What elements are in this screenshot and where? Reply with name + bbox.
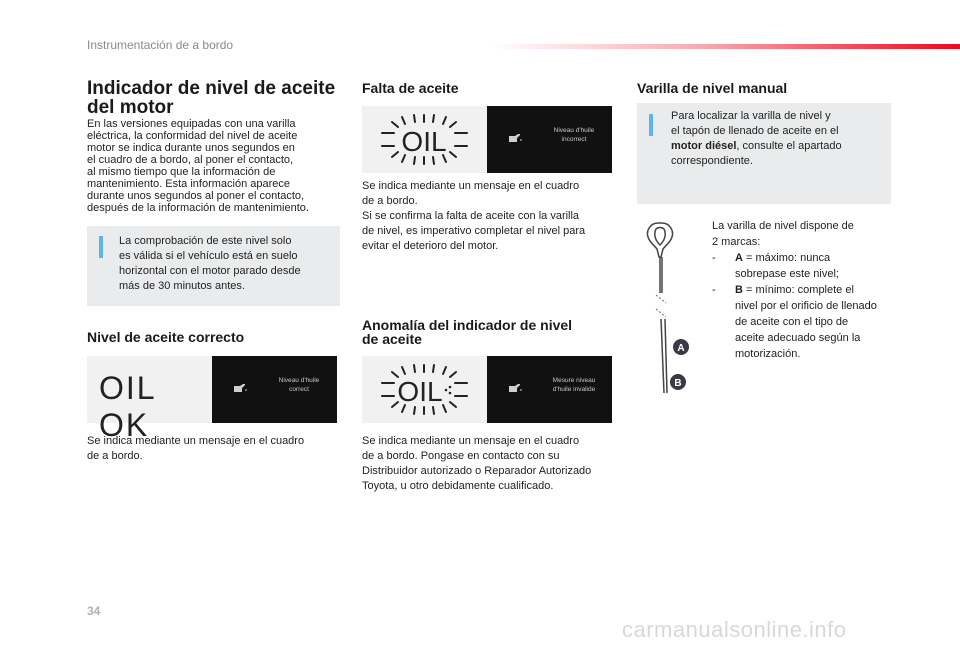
bullet-dash: - <box>712 284 716 296</box>
oil-can-icon <box>232 382 248 394</box>
oil-warning-flashing-icon <box>362 106 487 173</box>
mark-a-item <box>712 250 902 282</box>
section-title-oil-ok: Nivel de aceite correcto <box>87 329 245 345</box>
mark-b-item <box>712 282 902 362</box>
page-number: 34 <box>87 604 101 618</box>
title-line-2: del motor <box>87 97 174 118</box>
mark-b-label: B <box>674 378 682 389</box>
dashboard-panel-indicator-fault <box>362 356 612 423</box>
mark-b-text-5: motorización. <box>735 348 801 360</box>
oil-fault-flashing-icon <box>362 356 487 423</box>
info-box-text <box>671 109 886 169</box>
info-box-dipstick-location <box>637 103 891 204</box>
panel-display-left <box>362 356 487 423</box>
oil-ok-display-text: OIL OK <box>99 370 156 443</box>
section-title-low-oil: Falta de aceite <box>362 80 459 96</box>
oil-can-icon <box>507 382 523 394</box>
info-line: Para localizar la varilla de nivel y <box>671 110 831 122</box>
oil-can-icon <box>507 132 523 144</box>
dashboard-panel-low-oil <box>362 106 612 173</box>
bullet-dash: - <box>712 252 716 264</box>
panel-display-right <box>487 106 612 173</box>
title-line-2: de aceite <box>362 331 422 347</box>
mark-a-letter: A <box>735 252 743 264</box>
info-line-rest: , consulte el apartado <box>736 140 842 152</box>
title-line-1: Indicador de nivel de aceite <box>87 78 336 99</box>
low-oil-description: Se indica mediante un mensaje en el cuadro de a bordo. Si se confirma la falta de aceite con la varilla de nivel, es imperativo completar el nivel para evitar el deterioro del motor. <box>362 180 586 252</box>
dip-line: 2 marcas: <box>712 236 761 248</box>
oil-ok-description: Se indica mediante un mensaje en el cuadro de a bordo. <box>87 435 305 462</box>
info-icon <box>649 114 653 136</box>
watermark: carmanualsonline.info <box>622 617 847 642</box>
header-accent-bar <box>490 44 960 49</box>
panel-display-right <box>212 356 337 423</box>
info-icon <box>99 236 103 258</box>
mark-b-text-2: nivel por el orificio de llenado <box>735 300 877 312</box>
panel-message: Niveau d'huile correct <box>278 377 320 393</box>
info-line: el tapón de llenado de aceite en el <box>671 125 839 137</box>
dipstick-illustration <box>640 217 700 399</box>
section-title-oil-level-indicator <box>87 79 335 117</box>
panel-display-left <box>87 356 212 443</box>
dip-line: La varilla de nivel dispone de <box>712 220 854 232</box>
mark-b-text: = mínimo: complete el <box>742 284 854 296</box>
mark-a-label: A <box>677 343 685 354</box>
mark-b-letter: B <box>735 284 743 296</box>
info-bold-text: motor diésel <box>671 140 737 152</box>
oil-indicator-description: En las versiones equipadas con una varilla eléctrica, la conformidad del nivel de aceite motor se indica durante unos segundos en el cuadro de a bordo, al poner el contacto, al mismo tiempo que la información de mantenimiento. Esta información aparece durante unos segundos al poner el contacto, después de la información de mantenimiento. <box>87 118 309 214</box>
dashboard-panel-oil-ok <box>87 356 337 443</box>
section-title-indicator-fault <box>362 318 572 346</box>
panel-display-left <box>362 106 487 173</box>
section-title-manual-dipstick: Varilla de nivel manual <box>637 80 788 96</box>
oil-fault-text: OIL <box>397 376 443 407</box>
info-box-level-check <box>87 226 340 306</box>
title-line-1: Anomalía del indicador de nivel <box>362 317 573 333</box>
oil-warning-text: OIL <box>401 126 447 157</box>
info-line <box>671 139 886 154</box>
panel-display-right <box>487 356 612 423</box>
mark-b-text-4: aceite adecuado según la <box>735 332 861 344</box>
panel-message: Mesure niveau d'huile invalide <box>552 377 596 393</box>
info-box-text: La comprobación de este nivel solo es válida si el vehículo está en suelo horizontal con el motor parado desde más de 30 minutos antes. <box>119 235 301 292</box>
mark-b-text-3: de aceite con el tipo de <box>735 316 849 328</box>
page-header-title: Instrumentación de a bordo <box>87 38 234 52</box>
dipstick-marks-description <box>712 218 902 362</box>
info-line: correspondiente. <box>671 155 753 167</box>
panel-message: Niveau d'huile incorrect <box>553 127 595 143</box>
mark-a-text-2: sobrepase este nivel; <box>735 268 839 280</box>
indicator-fault-description: Se indica mediante un mensaje en el cuadro de a bordo. Pongase en contacto con su Distribuidor autorizado o Reparador Autorizado Toyota, u otro debidamente cualificado. <box>362 435 592 492</box>
mark-a-text: = máximo: nunca <box>742 252 831 264</box>
